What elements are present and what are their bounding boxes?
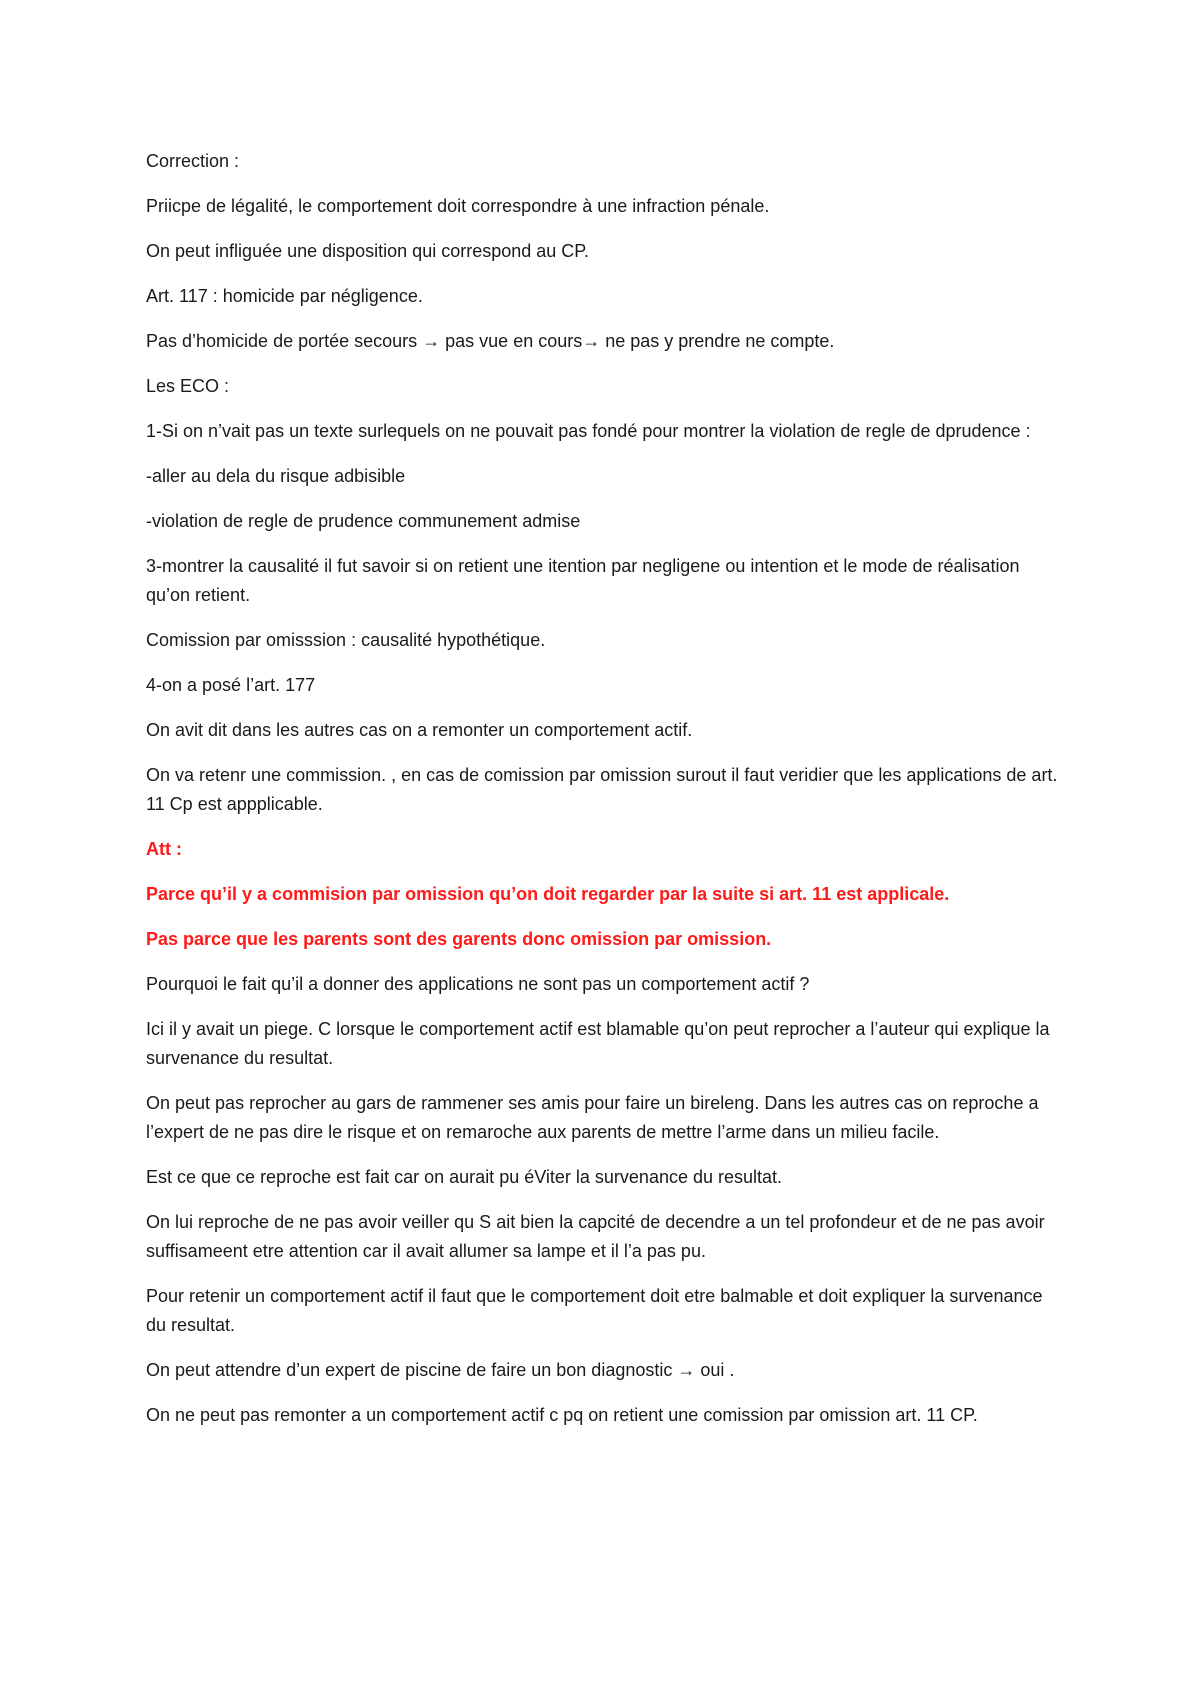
paragraph-att-heading: Att : bbox=[146, 839, 182, 859]
paragraph-correction-heading: Correction : bbox=[146, 151, 240, 171]
paragraph-eviter-survenance: Est ce que ce reproche est fait car on aurait pu éViter la survenance du resultat. bbox=[146, 1167, 783, 1187]
paragraph-reprocher-gars: On peut pas reprocher au gars de rammener ses amis pour faire un bireleng. Dans les autres cas on reproche a l’expert de ne pas dire le risque et on remaroche aux parents de mettre l’arme dans un milieu facile. bbox=[146, 1093, 1039, 1142]
paragraph-principe-legalite: Priicpe de légalité, le comportement doit correspondre à une infraction pénale. bbox=[146, 196, 770, 216]
paragraph-pourquoi: Pourquoi le fait qu’il a donner des applications ne sont pas un comportement actif ? bbox=[146, 974, 810, 994]
paragraph-art-117: Art. 117 : homicide par négligence. bbox=[146, 286, 423, 306]
paragraph-point-3: 3-montrer la causalité il fut savoir si on retient une itention par negligene ou intention et le mode de réalisation qu’on retient. bbox=[146, 556, 1020, 605]
paragraph-les-eco-heading: Les ECO : bbox=[146, 376, 230, 396]
paragraph-retenir-actif: Pour retenir un comportement actif il faut que le comportement doit etre balmable et doit expliquer la survenance du resultat. bbox=[146, 1286, 1043, 1335]
paragraph-lui-reproche: On lui reproche de ne pas avoir veiller qu S ait bien la capcité de decendre a un tel profondeur et de ne pas avoir suffisameent etre attention car il avait allumer sa lampe et il l’a pas pu. bbox=[146, 1212, 1045, 1261]
paragraph-disposition-cp: On peut infliguée une disposition qui correspond au CP. bbox=[146, 241, 589, 261]
paragraph-point-4: 4-on a posé l’art. 177 bbox=[146, 675, 316, 695]
paragraph-att-commision: Parce qu’il y a commision par omission qu’on doit regarder par la suite si art. 11 est applicale. bbox=[146, 884, 950, 904]
paragraph-comission-omission: Comission par omisssion : causalité hypothétique. bbox=[146, 630, 546, 650]
paragraph-conclusion: On ne peut pas remonter a un comportement actif c pq on retient une comission par omission art. 11 CP. bbox=[146, 1405, 978, 1425]
paragraph-expert-piscine: On peut attendre d’un expert de piscine de faire un bon diagnostic → oui . bbox=[146, 1360, 735, 1380]
paragraph-violation-regle: -violation de regle de prudence communement admise bbox=[146, 511, 581, 531]
paragraph-risque-admissible: -aller au dela du risque adbisible bbox=[146, 466, 406, 486]
paragraph-autres-cas: On avit dit dans les autres cas on a remonter un comportement actif. bbox=[146, 720, 693, 740]
paragraph-point-1: 1-Si on n’vait pas un texte surlequels on ne pouvait pas fondé pour montrer la violation de regle de dprudence : bbox=[146, 421, 1031, 441]
paragraph-retenir-commission: On va retenr une commission. , en cas de comission par omission surout il faut veridier que les applications de art. 11 Cp est appplicable. bbox=[146, 765, 1058, 814]
document-body bbox=[146, 147, 1066, 1446]
paragraph-att-parents: Pas parce que les parents sont des garents donc omission par omission. bbox=[146, 929, 772, 949]
paragraph-piege: Ici il y avait un piege. C lorsque le comportement actif est blamable qu’on peut reprocher a l’auteur qui explique la survenance du resultat. bbox=[146, 1019, 1050, 1068]
paragraph-homicide-secours: Pas d’homicide de portée secours → pas vue en cours→ ne pas y prendre ne compte. bbox=[146, 331, 835, 351]
